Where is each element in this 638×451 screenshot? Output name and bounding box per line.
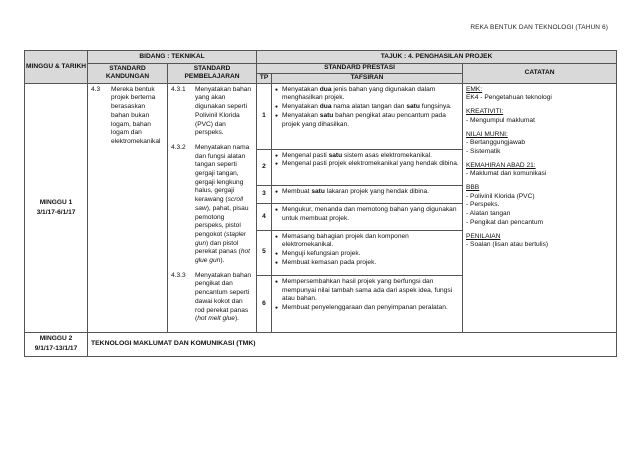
penilaian-heading: PENILAIAN (466, 232, 501, 240)
kemahiran-abad-21-heading: KEMAHIRAN ABAD 21: (466, 161, 536, 169)
standard-pembelajaran-header: STANDARD PEMBELAJARAN (168, 64, 257, 84)
minggu-tarikh-header: MINGGU & TARIKH (25, 51, 88, 84)
week-1-label: MINGGU 1 (39, 198, 73, 206)
sk-number: 4.3 (91, 85, 101, 93)
bbb-heading: BBB (466, 184, 480, 192)
sp-item-2: 4.3.2 Menyatakan nama dan fungsi alatan tangan seperti gergaji tangan, gergaji lengkung halus, gergaji kerawang (scroll saw), pahat, pisau pemotong perspeks, pistol pengokot (stapler gun) dan pistol perekat panas (hot glue gun). (171, 143, 250, 265)
document-header: REKA BENTUK DAN TEKNOLOGI (TAHUN 6) (470, 24, 608, 31)
catatan-header: CATATAN (463, 64, 617, 84)
bidang-header: BIDANG : TEKNIKAL (88, 51, 257, 64)
tafsiran-tp-5: ● Memasang bahagian projek dan komponen elektromekanikal. ● Menguji kefungsian projek. ● Membuat kemasan pada projek. (272, 230, 463, 276)
kreativiti-heading: KREATIVITI: (466, 108, 504, 116)
lesson-plan-table (24, 50, 617, 357)
tafsiran-tp-4: ● Mengukur, menanda dan memotong bahan yang digunakan untuk membuat projek. (272, 204, 463, 230)
tp-level-1: 1 (257, 83, 272, 149)
standard-pembelajaran-cell (168, 83, 257, 332)
tafsiran-header: TAFSIRAN (272, 74, 463, 84)
week-2-date: 9/1/17-13/1/17 (34, 345, 78, 353)
tp-level-6: 6 (257, 276, 272, 333)
tp-level-3: 3 (257, 186, 272, 204)
tp-level-2: 2 (257, 149, 272, 185)
emk-heading: EMK: (466, 85, 483, 93)
week-2-label: MINGGU 2 (39, 335, 73, 343)
tafsiran-tp-3: ● Membuat satu lakaran projek yang hendak dibina. (272, 186, 463, 204)
tafsiran-tp-6: ● Mempersembahkan hasil projek yang berfungsi dan mempunyai nilai tambah sama ada dari aspek idea, fungsi atau bahan. ● Membuat penyelenggaraan dan penyimpanan peralatan. (272, 276, 463, 333)
week-1-cell (25, 83, 88, 332)
tp-level-4: 4 (257, 204, 272, 230)
tafsiran-tp-1: ● Menyatakan dua jenis bahan yang digunakan dalam menghasilkan projek. ● Menyatakan dua nama alatan tangan dan satu fungsinya. ● Menyatakan satu bahan pengikat atau pencantum pada projek yang dihasilkan. (272, 83, 463, 149)
nilai-murni-heading: NILAI MURNI: (466, 130, 508, 138)
week-1-date: 3/1/17-6/1/17 (36, 208, 76, 216)
week-2-cell (25, 332, 88, 356)
tafsiran-tp-2: ● Mengenal pasti satu sistem asas elektromekanikal. ● Mengenal pasti projek elektromekanikal yang hendak dibina. (272, 149, 463, 185)
sp-item-1: 4.3.1 Menyatakan bahan yang akan digunakan seperti Polivinil Klorida (PVC) dan perspeks. (171, 85, 252, 137)
standard-kandungan-cell (88, 83, 168, 332)
standard-prestasi-header: STANDARD PRESTASI (257, 64, 463, 74)
week-2-topic: TEKNOLOGI MAKLUMAT DAN KOMUNIKASI (TMK) (88, 332, 617, 356)
tajuk-header: TAJUK : 4. PENGHASILAN PROJEK (257, 51, 617, 64)
sp-item-3: 4.3.3 Menyatakan bahan pengikat dan pencantum seperti dawai kokot dan rod perekat panas (hot melt glue). (171, 271, 252, 323)
tp-level-5: 5 (257, 230, 272, 276)
catatan-cell: EMK: EK4 - Pengetahuan teknologi KREATIVITI: - Mengumpul maklumat NILAI MURNI: - Bertanggungjawab - Sistematik KEMAHIRAN ABAD 21: - Maklumat dan komunikasi BBB - Polivinil Klorida (PVC) - Perspeks. - Alatan tangan - Pengikat dan pencantum PENILAIAN - Soalan (lisan atau bertulis) (463, 83, 617, 332)
standard-kandungan-header: STANDARD KANDUNGAN (88, 64, 168, 84)
tp-header: TP (257, 74, 272, 84)
sk-text: Mereka bentuk projek berterna berasaskan bahan bukan logam, bahan logam dan elektromekanikal (111, 85, 161, 145)
